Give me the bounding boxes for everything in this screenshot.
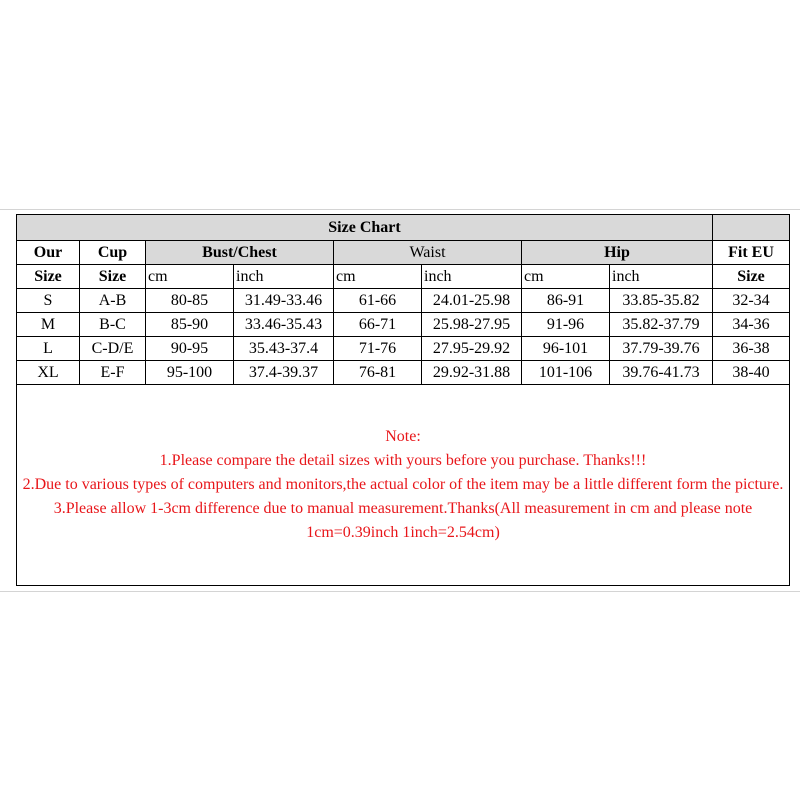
header-bust-cm: cm [146, 265, 234, 289]
cell-waist-cm: 76-81 [334, 361, 422, 385]
cell-cup: C-D/E [80, 337, 146, 361]
cell-bust-cm: 95-100 [146, 361, 234, 385]
cell-eu-size: 34-36 [713, 313, 790, 337]
size-chart-table [16, 214, 790, 586]
header-our-size-bottom: Size [17, 265, 80, 289]
cell-waist-cm: 66-71 [334, 313, 422, 337]
notes-cell [17, 385, 790, 586]
header-waist-cm: cm [334, 265, 422, 289]
table-row [17, 361, 790, 385]
cell-size: L [17, 337, 80, 361]
cell-size: XL [17, 361, 80, 385]
header-bust-inch: inch [234, 265, 334, 289]
header-fit-eu-top: Fit EU [713, 241, 790, 265]
cell-bust-cm: 80-85 [146, 289, 234, 313]
cell-waist-inch: 27.95-29.92 [422, 337, 522, 361]
gridline-bottom [0, 591, 800, 592]
cell-waist-cm: 71-76 [334, 337, 422, 361]
header-fit-eu-bottom: Size [713, 265, 790, 289]
cell-bust-cm: 90-95 [146, 337, 234, 361]
cell-eu-size: 38-40 [713, 361, 790, 385]
header-our-size-top: Our [17, 241, 80, 265]
header-cup-size-bottom: Size [80, 265, 146, 289]
cell-size: M [17, 313, 80, 337]
cell-bust-inch: 33.46-35.43 [234, 313, 334, 337]
cell-waist-inch: 24.01-25.98 [422, 289, 522, 313]
gridline-top [0, 209, 800, 210]
cell-hip-cm: 86-91 [522, 289, 610, 313]
chart-title: Size Chart [17, 215, 713, 241]
header-hip-cm: cm [522, 265, 610, 289]
cell-waist-inch: 29.92-31.88 [422, 361, 522, 385]
cell-hip-cm: 101-106 [522, 361, 610, 385]
header-hip: Hip [522, 241, 713, 265]
cell-size: S [17, 289, 80, 313]
cell-bust-inch: 37.4-39.37 [234, 361, 334, 385]
cell-hip-inch: 37.79-39.76 [610, 337, 713, 361]
note-line-3: 3.Please allow 1-3cm difference due to manual measurement.Thanks(All measurement in cm and please note 1cm=0.39inch 1inch=2.54cm) [53, 500, 753, 541]
title-blank-cell [713, 215, 790, 241]
cell-cup: E-F [80, 361, 146, 385]
table-row [17, 313, 790, 337]
table-row [17, 289, 790, 313]
header-waist-inch: inch [422, 265, 522, 289]
header-cup-size-top: Cup [80, 241, 146, 265]
cell-eu-size: 36-38 [713, 337, 790, 361]
cell-cup: B-C [80, 313, 146, 337]
note-heading: Note: [385, 428, 421, 445]
note-line-1: 1.Please compare the detail sizes with yours before you purchase. Thanks!!! [159, 452, 647, 469]
cell-waist-inch: 25.98-27.95 [422, 313, 522, 337]
header-waist: Waist [334, 241, 522, 265]
cell-bust-inch: 31.49-33.46 [234, 289, 334, 313]
table-row [17, 337, 790, 361]
cell-hip-inch: 35.82-37.79 [610, 313, 713, 337]
cell-waist-cm: 61-66 [334, 289, 422, 313]
cell-bust-inch: 35.43-37.4 [234, 337, 334, 361]
cell-hip-cm: 91-96 [522, 313, 610, 337]
header-hip-inch: inch [610, 265, 713, 289]
cell-hip-cm: 96-101 [522, 337, 610, 361]
note-line-2: 2.Due to various types of computers and monitors,the actual color of the item may be a little different form the picture. [22, 476, 784, 493]
header-bust-chest: Bust/Chest [146, 241, 334, 265]
cell-hip-inch: 33.85-35.82 [610, 289, 713, 313]
cell-bust-cm: 85-90 [146, 313, 234, 337]
cell-eu-size: 32-34 [713, 289, 790, 313]
cell-hip-inch: 39.76-41.73 [610, 361, 713, 385]
cell-cup: A-B [80, 289, 146, 313]
